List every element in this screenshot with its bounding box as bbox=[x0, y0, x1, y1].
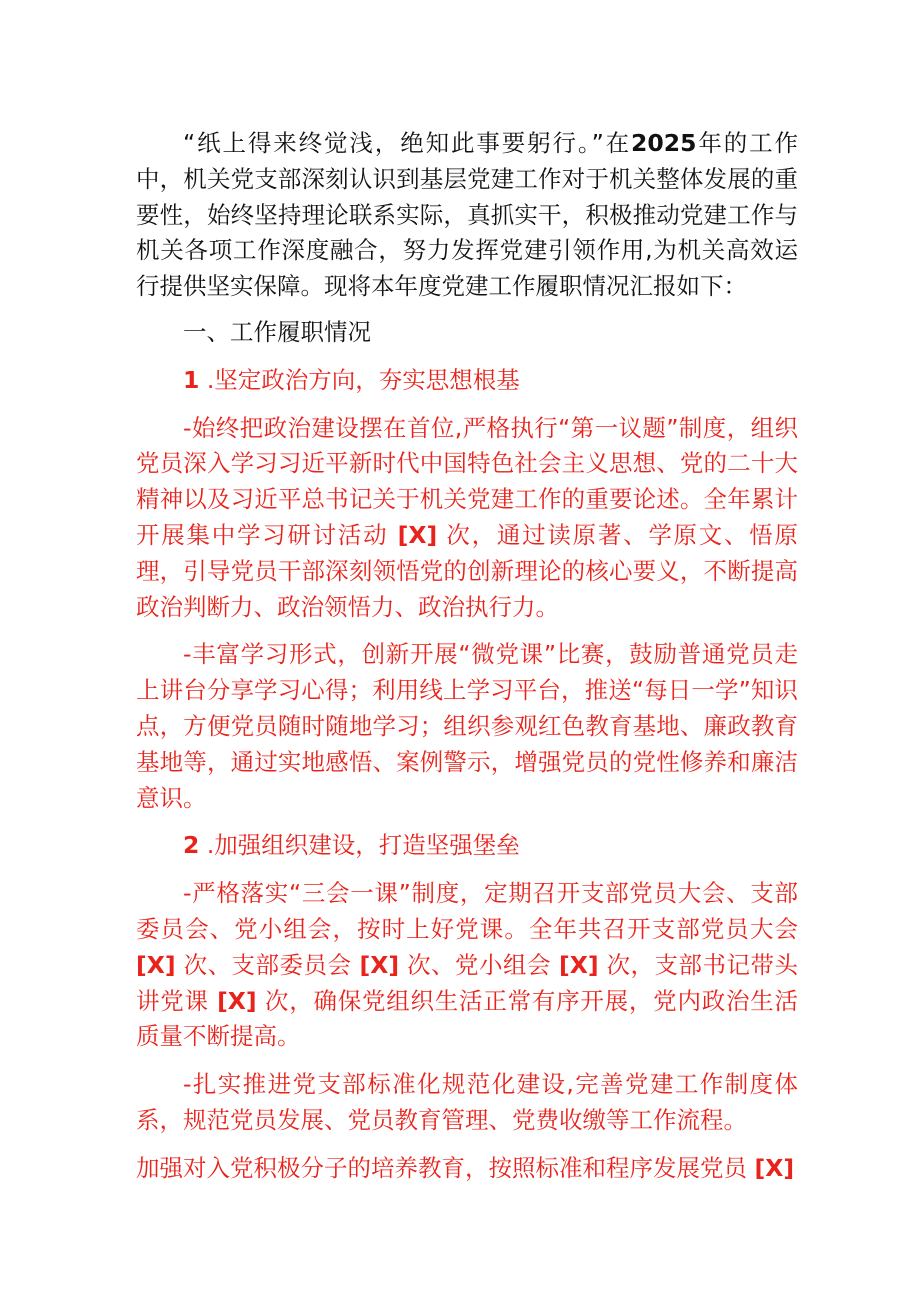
placeholder-count: [X] bbox=[136, 950, 176, 979]
placeholder-count: [X] bbox=[558, 950, 599, 979]
subsection-2-number: 2 bbox=[183, 831, 200, 860]
subsection-2-title: .加强组织建设，打造坚强堡垒 bbox=[199, 831, 520, 860]
paragraph-2a-text-2: 次、支部委员会 bbox=[183, 950, 352, 979]
paragraph-1a bbox=[136, 411, 798, 626]
intro-year: 2025 bbox=[631, 129, 697, 157]
subsection-1-title: .坚定政治方向，夯实思想根基 bbox=[199, 365, 520, 394]
intro-text-1: “纸上得来终觉浅，绝知此事要躬行。”在 bbox=[183, 129, 632, 157]
paragraph-2a-text-3: 次、党小组会 bbox=[407, 950, 552, 979]
intro-paragraph bbox=[136, 126, 798, 305]
subsection-1-heading bbox=[136, 363, 798, 399]
placeholder-count: [X] bbox=[359, 950, 400, 979]
placeholder-count: [X] bbox=[397, 520, 438, 549]
paragraph-2c bbox=[136, 1151, 798, 1187]
document-page bbox=[136, 126, 798, 1187]
section-1-heading: 一、工作履职情况 bbox=[183, 317, 371, 346]
paragraph-1a-text-1: -始终把政治建设摆在首位,严格执行“第一议题”制度，组织党员深入学习习近平新时代中国特色社会主义思想、党的二十大精神以及习近平总书记关于机关党建工作的重要论述。全年累计开展集中学习研讨活动 bbox=[136, 413, 798, 549]
intro-text-2: 年的工作中，机关党支部深刻认识到基层党建工作对于机关整体发展的重要性，始终坚持理论联系实际，真抓实干，积极推动党建工作与机关各项工作深度融合，努力发挥党建引领作用,为机关高效运行提供坚实保障。现将本年度党建工作履职情况汇报如下： bbox=[136, 129, 798, 301]
placeholder-count: [X] bbox=[217, 986, 257, 1015]
paragraph-2c-text-1: 加强对入党积极分子的培养教育，按照标准和程序发展党员 bbox=[136, 1153, 747, 1182]
subsection-1-number: 1 bbox=[183, 365, 200, 394]
paragraph-2a-text-5: 次，确保党组织生活正常有序开展，党内政治生活质量不断提高。 bbox=[136, 986, 799, 1051]
paragraph-2a bbox=[136, 876, 798, 1055]
paragraph-2a-text-1: -严格落实“三会一课”制度，定期召开支部党员大会、支部委员会、党小组会，按时上好党课。全年共召开支部党员大会 bbox=[136, 879, 798, 943]
paragraph-2a-text-4: 次，支部书记带头讲党课 bbox=[136, 950, 798, 1015]
placeholder-count: [X] bbox=[754, 1153, 795, 1182]
paragraph-2b: -扎实推进党支部标准化规范化建设,完善党建工作制度体系，规范党员发展、党员教育管理、党费收缴等工作流程。 bbox=[136, 1070, 798, 1134]
subsection-2-heading bbox=[136, 828, 798, 864]
paragraph-1a-text-2: 次，通过读原著、学原文、悟原理，引导党员干部深刻领悟党的创新理论的核心要义，不断提高政治判断力、政治领悟力、政治执行力。 bbox=[136, 520, 799, 621]
paragraph-1b: -丰富学习形式，创新开展“微党课”比赛，鼓励普通党员走上讲台分享学习心得；利用线上学习平台，推送“每日一学”知识点，方便党员随时随地学习；组织参观红色教育基地、廉政教育基地等，通过实地感悟、案例警示，增强党员的党性修养和廉洁意识。 bbox=[136, 640, 798, 812]
